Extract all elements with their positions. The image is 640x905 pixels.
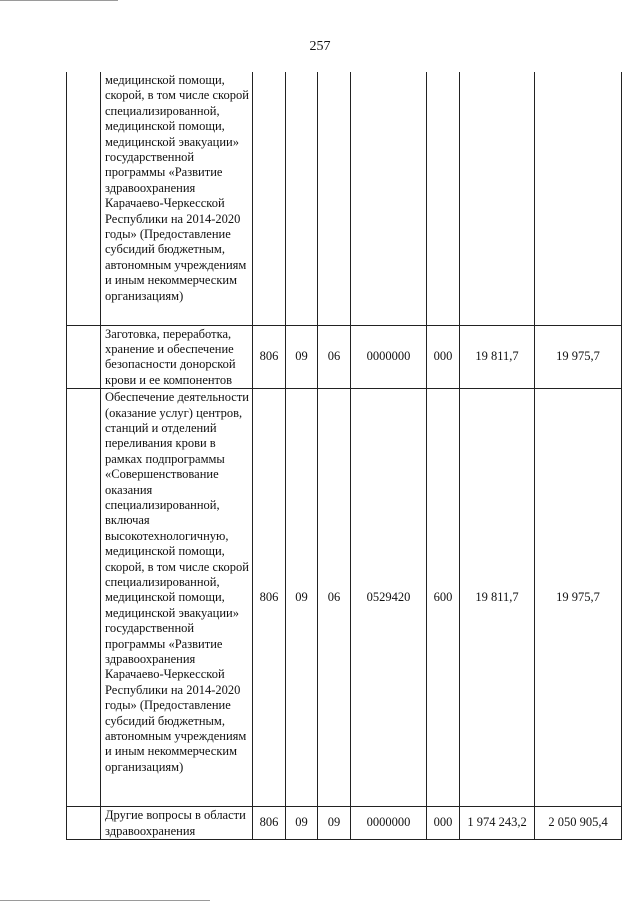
target-code-cell: 0529420 <box>351 389 427 807</box>
subsection-code-cell <box>318 72 351 325</box>
target-code-cell <box>351 72 427 325</box>
expense-type-cell: 000 <box>427 807 460 840</box>
subsection-code-cell: 09 <box>318 807 351 840</box>
amount-2-cell: 19 975,7 <box>535 325 622 389</box>
amount-2-cell: 19 975,7 <box>535 389 622 807</box>
amount-1-cell <box>460 72 535 325</box>
amount-1-cell: 19 811,7 <box>460 389 535 807</box>
amount-2-cell <box>535 72 622 325</box>
section-code-cell: 09 <box>286 389 318 807</box>
ministry-code-cell: 806 <box>253 807 286 840</box>
subsection-code-cell: 06 <box>318 325 351 389</box>
amount-1-cell: 19 811,7 <box>460 325 535 389</box>
amount-1-cell: 1 974 243,2 <box>460 807 535 840</box>
expense-type-cell <box>427 72 460 325</box>
target-code-cell: 0000000 <box>351 325 427 389</box>
ministry-code-cell: 806 <box>253 389 286 807</box>
row-name-cell: Обеспечение деятельности (оказание услуг) центров, станций и отделений переливания крови в рамках подпрограммы «Совершенствование оказания специализированной, включая высокотехнологичную, медицинской помощи, скорой, в том числе скорой специализированной, медицинской помощи, медицинской эвакуации» государственной программы «Развитие здравоохранения Карачаево-Черкесской Республики на 2014-2020 годы» (Предоставление субсидий бюджетным, автономным учреждениям и иным некоммерческим организациям) <box>101 389 253 807</box>
expense-type-cell: 000 <box>427 325 460 389</box>
amount-2-cell: 2 050 905,4 <box>535 807 622 840</box>
row-index-cell <box>67 325 101 389</box>
row-index-cell <box>67 807 101 840</box>
table-row <box>67 807 622 840</box>
scan-artifact-bottom <box>0 900 210 901</box>
budget-table <box>66 72 622 840</box>
section-code-cell: 09 <box>286 807 318 840</box>
section-code-cell: 09 <box>286 325 318 389</box>
row-index-cell <box>67 389 101 807</box>
section-code-cell <box>286 72 318 325</box>
table-row <box>67 325 622 389</box>
expense-type-cell: 600 <box>427 389 460 807</box>
page-number: 257 <box>309 39 331 54</box>
ministry-code-cell: 806 <box>253 325 286 389</box>
target-code-cell: 0000000 <box>351 807 427 840</box>
row-name-cell: Заготовка, переработка, хранение и обеспечение безопасности донорской крови и ее компонентов <box>101 325 253 389</box>
row-index-cell <box>67 72 101 325</box>
table-row <box>67 72 622 325</box>
scan-artifact-top <box>0 0 118 1</box>
table-row <box>67 389 622 807</box>
row-name-cell: Другие вопросы в области здравоохранения <box>101 807 253 840</box>
row-name-cell: медицинской помощи, скорой, в том числе скорой специализированной, медицинской помощи, медицинской эвакуации» государственной программы «Развитие здравоохранения Карачаево-Черкесской Республики на 2014-2020 годы» (Предоставление субсидий бюджетным, автономным учреждениям и иным некоммерческим организациям) <box>101 72 253 325</box>
subsection-code-cell: 06 <box>318 389 351 807</box>
ministry-code-cell <box>253 72 286 325</box>
